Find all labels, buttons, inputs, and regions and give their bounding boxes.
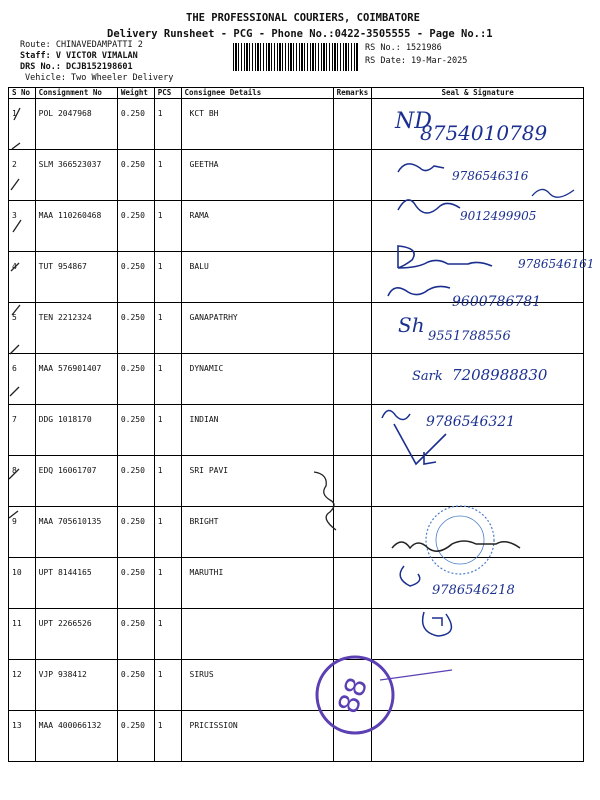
row-signature [372, 660, 584, 711]
signature-6: Sh [398, 313, 425, 337]
row-signature [372, 201, 584, 252]
row-remarks [333, 303, 372, 354]
row-weight: 0.250 [117, 660, 154, 711]
col-header-sno: S No [9, 88, 36, 99]
row-signature [372, 252, 584, 303]
row-sno: 12 [9, 660, 36, 711]
row-consignment: TEN 2212324 [35, 303, 117, 354]
row-remarks [333, 660, 372, 711]
row-sno: 4 [9, 252, 36, 303]
row-consignee [181, 609, 333, 660]
row-signature [372, 303, 584, 354]
row-consignment: POL 2047968 [35, 99, 117, 150]
row-pcs: 1 [154, 201, 181, 252]
row-remarks [333, 252, 372, 303]
company-name: THE PROFESSIONAL COURIERS, COIMBATORE [186, 12, 420, 24]
route-text: Route: CHINAVEDAMPATTI 2 [20, 40, 143, 50]
col-header-signature: Seal & Signature [372, 88, 584, 99]
row-signature [372, 354, 584, 405]
row-sno: 3 [9, 201, 36, 252]
row-signature [372, 609, 584, 660]
col-header-weight: Weight [117, 88, 154, 99]
signature-1: ND [395, 109, 432, 134]
staff-text: Staff: V VICTOR VIMALAN [20, 51, 138, 61]
phone-8: 9786546321 [426, 414, 516, 430]
row-remarks [333, 507, 372, 558]
table-row [9, 405, 584, 456]
row-pcs: 1 [154, 711, 181, 762]
phone-4: 9786546161 [518, 257, 595, 271]
row-remarks [333, 354, 372, 405]
table-row [9, 558, 584, 609]
row-consignee: KCT BH [181, 99, 333, 150]
row-sno: 2 [9, 150, 36, 201]
row-signature [372, 405, 584, 456]
vehicle-text: Vehicle: Two Wheeler Delivery [25, 73, 174, 83]
row-consignee: BALU [181, 252, 333, 303]
row-consignee: DYNAMIC [181, 354, 333, 405]
row-remarks [333, 99, 372, 150]
signature-7: Sark [412, 369, 443, 384]
row-sno: 6 [9, 354, 36, 405]
row-sno: 11 [9, 609, 36, 660]
row-sno: 9 [9, 507, 36, 558]
row-sno: 5 [9, 303, 36, 354]
table-row [9, 150, 584, 201]
row-consignee: SRI PAVI [181, 456, 333, 507]
row-signature [372, 558, 584, 609]
phone-3: 9012499905 [460, 209, 537, 223]
row-remarks [333, 150, 372, 201]
row-consignee: GANAPATRHY [181, 303, 333, 354]
row-weight: 0.250 [117, 558, 154, 609]
row-weight: 0.250 [117, 507, 154, 558]
table-row [9, 354, 584, 405]
table-row [9, 201, 584, 252]
row-pcs: 1 [154, 252, 181, 303]
row-sno: 13 [9, 711, 36, 762]
phone-2: 9786546316 [452, 169, 529, 183]
row-consignee: GEETHA [181, 150, 333, 201]
row-pcs: 1 [154, 150, 181, 201]
row-remarks [333, 558, 372, 609]
col-header-consignee: Consignee Details [181, 88, 333, 99]
col-header-remarks: Remarks [333, 88, 372, 99]
row-sno: 7 [9, 405, 36, 456]
row-weight: 0.250 [117, 456, 154, 507]
row-signature [372, 507, 584, 558]
stamp-text: 88 [331, 673, 375, 718]
row-weight: 0.250 [117, 711, 154, 762]
phone-12: 9786546218 [432, 583, 515, 598]
row-weight: 0.250 [117, 354, 154, 405]
runsheet-table [8, 87, 584, 762]
row-consignee: RAMA [181, 201, 333, 252]
row-pcs: 1 [154, 405, 181, 456]
rs-date: RS Date: 19-Mar-2025 [365, 56, 468, 66]
row-sno: 1 [9, 99, 36, 150]
table-row [9, 99, 584, 150]
row-consignee: BRIGHT [181, 507, 333, 558]
row-remarks [333, 201, 372, 252]
row-signature [372, 150, 584, 201]
row-remarks [333, 456, 372, 507]
row-weight: 0.250 [117, 150, 154, 201]
table-row [9, 609, 584, 660]
row-remarks [333, 405, 372, 456]
row-sno: 10 [9, 558, 36, 609]
row-consignee: MARUTHI [181, 558, 333, 609]
drs-number: DRS No.: DCJB152198601 [20, 62, 133, 72]
col-header-pcs: PCS [154, 88, 181, 99]
row-consignment: TUT 954867 [35, 252, 117, 303]
row-consignee: INDIAN [181, 405, 333, 456]
table-row [9, 303, 584, 354]
row-signature [372, 711, 584, 762]
row-weight: 0.250 [117, 303, 154, 354]
row-consignment: MAA 705610135 [35, 507, 117, 558]
runsheet-title: Delivery Runsheet - PCG - Phone No.:0422-3505555 - Page No.:1 [107, 28, 493, 40]
table-row [9, 252, 584, 303]
row-signature [372, 99, 584, 150]
row-pcs: 1 [154, 660, 181, 711]
row-consignment: EDQ 16061707 [35, 456, 117, 507]
row-pcs: 1 [154, 609, 181, 660]
row-consignment: MAA 576901407 [35, 354, 117, 405]
phone-1: 8754010789 [420, 121, 548, 145]
rs-number: RS No.: 1521986 [365, 43, 442, 53]
row-signature [372, 456, 584, 507]
row-consignment: MAA 400066132 [35, 711, 117, 762]
row-consignment: VJP 938412 [35, 660, 117, 711]
row-pcs: 1 [154, 507, 181, 558]
row-pcs: 1 [154, 99, 181, 150]
row-remarks [333, 609, 372, 660]
row-consignment: MAA 110260468 [35, 201, 117, 252]
row-weight: 0.250 [117, 405, 154, 456]
row-consignment: SLM 366523037 [35, 150, 117, 201]
row-pcs: 1 [154, 303, 181, 354]
barcode [233, 43, 358, 71]
row-consignment: DDG 1018170 [35, 405, 117, 456]
table-header-row [9, 88, 584, 99]
phone-6: 9551788556 [428, 329, 511, 344]
row-consignment: UPT 2266526 [35, 609, 117, 660]
table-row [9, 507, 584, 558]
row-consignee: SIRUS [181, 660, 333, 711]
phone-5: 9600786781 [452, 294, 542, 310]
row-consignee: PRICISSION [181, 711, 333, 762]
row-pcs: 1 [154, 456, 181, 507]
row-consignment: UPT 8144165 [35, 558, 117, 609]
phone-7: 7208988830 [452, 366, 548, 384]
table-row [9, 711, 584, 762]
row-weight: 0.250 [117, 609, 154, 660]
col-header-consignment: Consignment No [35, 88, 117, 99]
table-row [9, 660, 584, 711]
row-pcs: 1 [154, 354, 181, 405]
row-weight: 0.250 [117, 252, 154, 303]
row-weight: 0.250 [117, 99, 154, 150]
row-sno: 8 [9, 456, 36, 507]
row-weight: 0.250 [117, 201, 154, 252]
table-row [9, 456, 584, 507]
row-pcs: 1 [154, 558, 181, 609]
row-remarks [333, 711, 372, 762]
